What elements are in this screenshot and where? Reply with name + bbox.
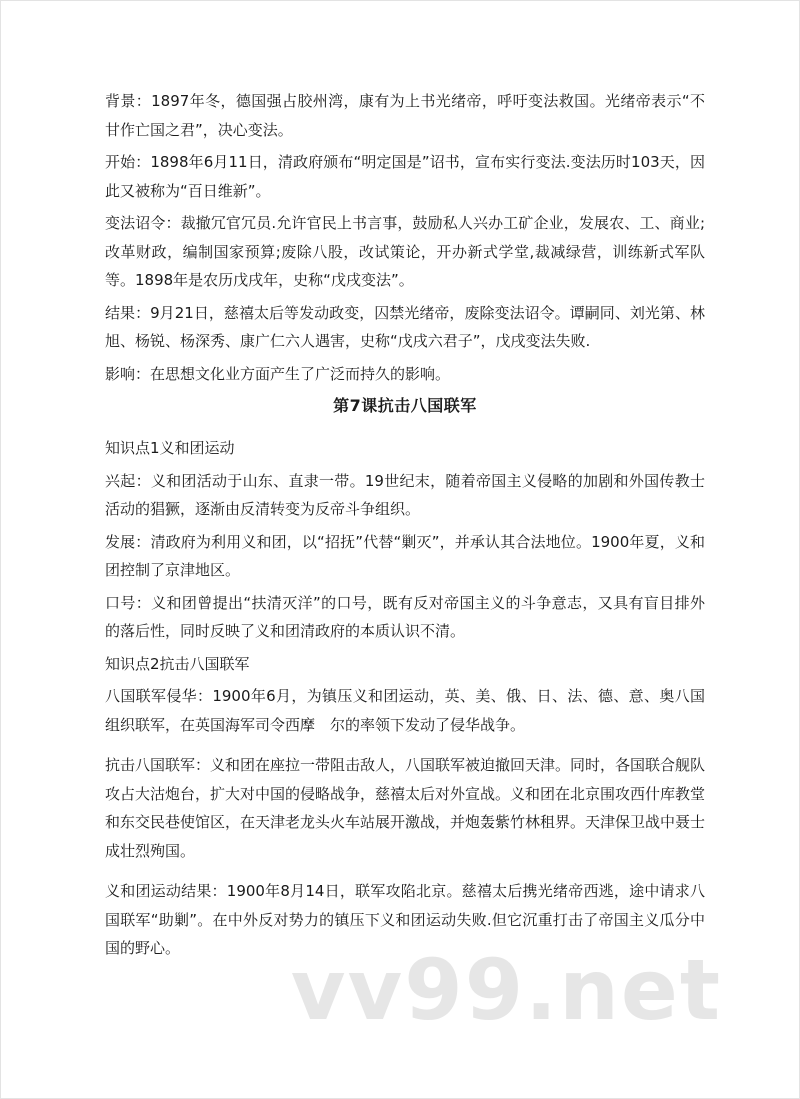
paragraph-influence: 影响：在思想文化业方面产生了广泛而持久的影响。 (105, 364, 451, 383)
lesson-heading: 第7课抗击八国联军 (333, 396, 477, 415)
paragraph-background: 背景：1897年冬，德国强占胶州湾，康有为上书光绪帝，呼吁变法救国。光绪帝表示“不甘作亡国之君”，决心变法。 (105, 92, 705, 139)
section-title-resist-eight-nation: 知识点2抗击八国联军 (105, 654, 250, 673)
paragraph-reform-decrees: 变法诏令：裁撤冗官冗员.允许官民上书言事，鼓励私人兴办工矿企业，发展农、工、商业;改革财政，编制国家预算;废除八股，改试策论，开办新式学堂,裁减绿营，训练新式军队等。1898年是农历戊戌年，史称“戊戌变法”。 (105, 214, 705, 289)
paragraph-rise: 兴起：义和团活动于山东、直隶一带。19世纪末，随着帝国主义侵略的加剧和外国传教士活动的猖獗，逐渐由反清转变为反帝斗争组织。 (105, 471, 705, 518)
paragraph-slogan: 口号：义和团曾提出“扶清灭洋”的口号，既有反对帝国主义的斗争意志，又具有盲目排外的落后性，同时反映了义和团清政府的本质认识不清。 (105, 593, 705, 640)
watermark: vv99.net (290, 941, 722, 1039)
paragraph-invasion: 八国联军侵华：1900年6月，为镇压义和团运动，英、美、俄、日、法、德、意、奥八国组织联军，在英国海军司令西摩 尔的率领下发动了侵华战争。 (105, 687, 705, 734)
paragraph-result: 结果：9月21日，慈禧太后等发动政变，囚禁光绪帝，废除变法诏令。谭嗣同、刘光第、林旭、杨锐、杨深秀、康广仁六人遇害，史称“戊戌六君子”，戊戌变法失败. (105, 303, 705, 350)
paragraph-start: 开始：1898年6月11日，清政府颁布“明定国是”诏书，宣布实行变法.变法历时103天，因此又被称为“百日维新”。 (105, 153, 705, 200)
section-title-boxer-movement: 知识点1义和团运动 (105, 439, 235, 457)
document-body (105, 87, 705, 967)
paragraph-resistance: 抗击八国联军：义和团在座拉一带阻击敌人，八国联军被迫撤回天津。同时，各国联合舰队攻占大沽炮台，扩大对中国的侵略战争，慈禧太后对外宣战。义和团在北京围攻西什库教堂和东交民巷使馆区，在天津老龙头火车站展开激战，并炮轰紫竹林租界。天津保卫战中聂士成壮烈殉国。 (105, 756, 706, 860)
paragraph-movement-result: 义和团运动结果：1900年8月14日，联军攻陷北京。慈禧太后携光绪帝西逃，途中请求八国联军“助剿”。在中外反对势力的镇压下义和团运动失败.但它沉重打击了帝国主义瓜分中国的野心。 (105, 882, 705, 957)
paragraph-development: 发展：清政府为利用义和团，以“招抚”代替“剿灭”，并承认其合法地位。1900年夏，义和团控制了京津地区。 (105, 532, 705, 579)
